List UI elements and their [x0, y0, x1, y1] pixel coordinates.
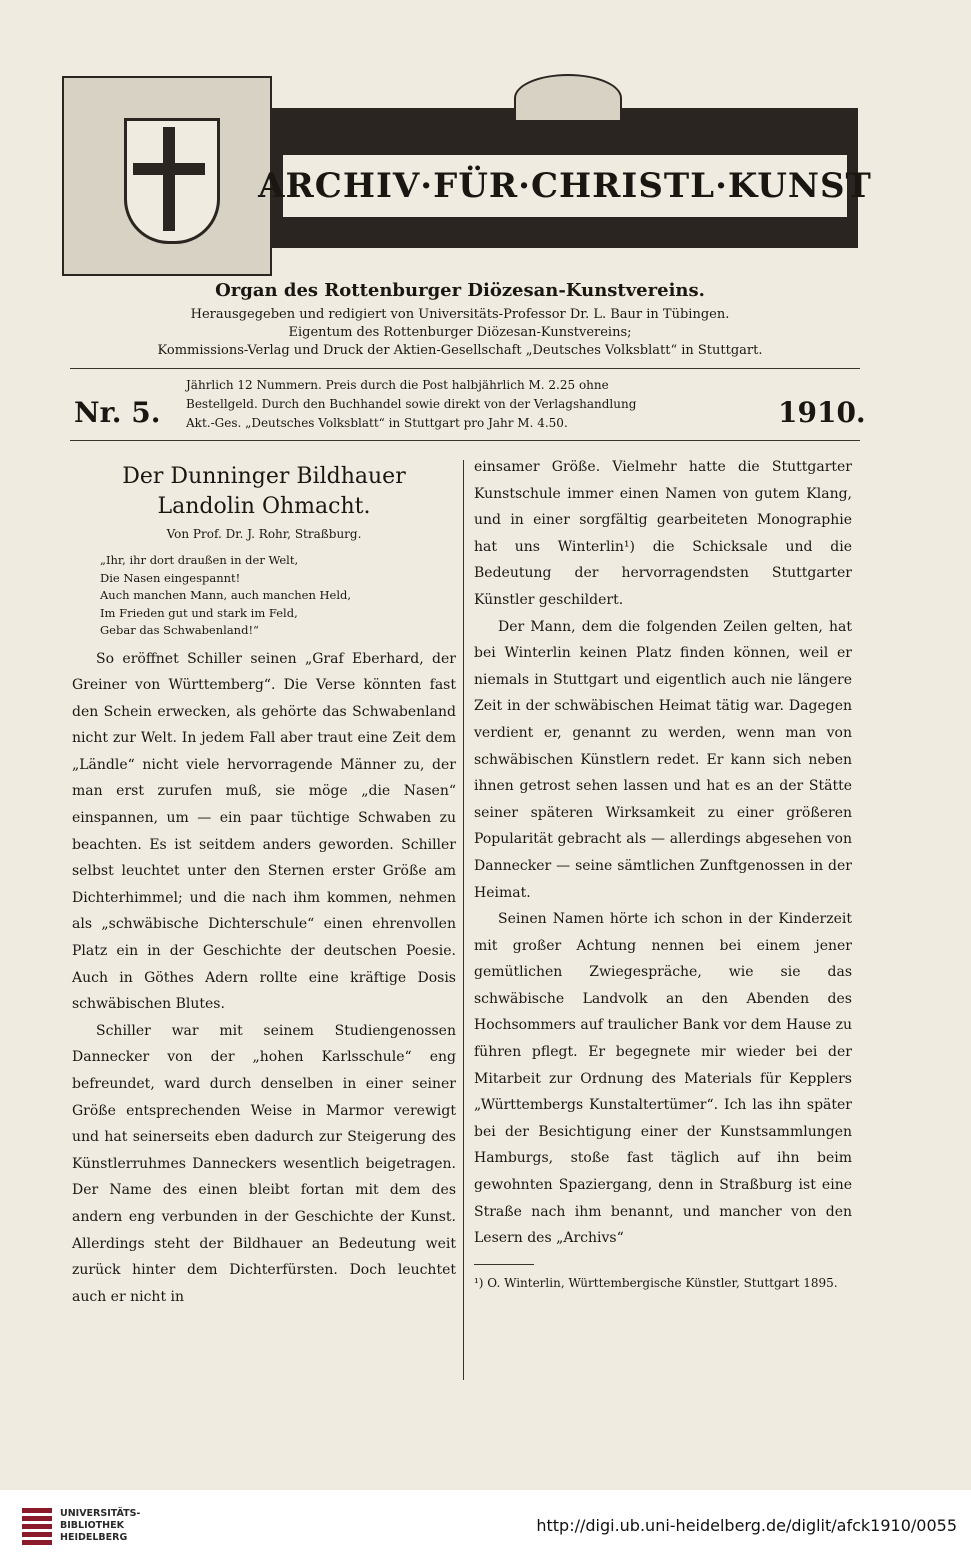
- column-divider: [463, 460, 464, 1380]
- digitization-url-link[interactable]: http://digi.ub.uni-heidelberg.de/diglit/afck1910/0055: [536, 1516, 957, 1535]
- article-title-line: Landolin Ohmacht.: [157, 494, 371, 519]
- footnote: ¹) O. Winterlin, Württembergische Künstler, Stuttgart 1895.: [474, 1275, 838, 1290]
- paragraph: einsamer Größe. Vielmehr hatte die Stuttgarter Kunstschule immer einen Namen von gutem Klang, und in einer sorgfältig gearbeiteten Monographie hat uns Winterlin¹) die Schicksale und die Bedeutung der hervorragendsten Stuttgarter Künstler geschildert.: [474, 459, 852, 608]
- paragraph: Schiller war mit seinem Studiengenossen Dannecker von der „hohen Karlsschule“ eng befreundet, ward durch denselben in einer seiner Größe entsprechenden Weise in Marmor verewigt und hat seinerseits eben dadurch zur Steigerung des Künstlerruhmes Danneckers wesentlich beigetragen. Der Name des einen bleibt fortan mit dem des andern eng verbunden in der Geschichte der Kunst. Allerdings steht der Bildhauer an Bedeutung weit zurück hinter dem Dichterfürsten. Doch leuchtet auch er nicht in: [72, 1022, 456, 1305]
- subscription-line: Bestellgeld. Durch den Buchhandel sowie direkt von der Verlagshandlung: [186, 397, 637, 411]
- column-right: [474, 454, 852, 1293]
- paragraph: So eröffnet Schiller seinen „Graf Eberhard, der Greiner von Württemberg“. Die Verse könnten fast den Schein erwecken, als gehörte das Schwabenland nicht zur Welt. In jedem Fall aber traut eine Zeit dem „Ländle“ nicht viele hervorragende Männer zu, der man erst zurufen muß, sie möge „die Nasen“ einspannen, um — ein paar tüchtige Schwaben zu beachten. Es ist seitdem anders geworden. Schiller selbst leuchtet unter den Sternen erster Größe am Dichterhimmel; und die nach ihm kommen, nehmen als „schwäbische Dichterschule“ einen ehrenvollen Platz ein in der Geschichte der deutschen Poesie. Auch in Göthes Adern rollte eine kräftige Dosis schwäbischen Blutes.: [72, 650, 456, 1013]
- article-byline: Von Prof. Dr. J. Rohr, Straßburg.: [166, 527, 362, 541]
- poem-line: Im Frieden gut und stark im Feld,: [100, 605, 298, 620]
- institution-line: HEIDELBERG: [60, 1532, 128, 1543]
- publisher-line: Kommissions-Verlag und Druck der Aktien-Gesellschaft „Deutsches Volksblatt“ in Stuttgart.: [157, 343, 763, 358]
- university-library-logo-icon: [22, 1508, 52, 1548]
- issue-number: Nr. 5.: [74, 396, 161, 429]
- institution-name: [60, 1508, 140, 1544]
- issue-year: 1910.: [778, 396, 866, 429]
- subscription-line: Akt.-Ges. „Deutsches Volksblatt“ in Stuttgart pro Jahr M. 4.50.: [186, 416, 568, 430]
- header-rule-bottom: [70, 440, 860, 441]
- owner-line: Eigentum des Rottenburger Diözesan-Kunstvereins;: [288, 325, 632, 340]
- footnote-rule: [474, 1264, 534, 1265]
- subscription-line: Jährlich 12 Nummern. Preis durch die Post halbjährlich M. 2.25 ohne: [186, 378, 609, 392]
- chi-rho-emblem-icon: [514, 74, 622, 122]
- library-footer: [0, 1490, 971, 1564]
- institution-line: UNIVERSITÄTS-: [60, 1508, 141, 1519]
- poem-line: Auch manchen Mann, auch manchen Held,: [100, 588, 352, 602]
- paragraph: Der Mann, dem die folgenden Zeilen gelten, hat bei Winterlin keinen Platz finden können, weil er niemals in Stuttgart und eigentlich auch nie längere Zeit in der schwäbischen Heimat tätig war. Dagegen verdient er, genannt zu werden, wenn man von schwäbischen Künstlern redet. Er kann sich neben ihnen getrost sehen lassen und hat es an der Stätte seiner späteren Wirksamkeit zu einer größeren Popularität gebracht als — allerdings abgesehen von Dannecker — seine sämtlichen Zunftgenossen in der Heimat.: [474, 618, 852, 901]
- subscription-info: [186, 376, 766, 433]
- column-left: [72, 462, 456, 1310]
- masthead-banner: [258, 108, 872, 248]
- poem-line: Gebar das Schwabenland!“: [100, 623, 259, 637]
- cross-shield-icon: [124, 118, 220, 244]
- header-rule-top: [70, 368, 860, 369]
- article-title: [72, 462, 456, 522]
- masthead-title: ARCHIV·FÜR·CHRISTL·KUNST: [258, 166, 872, 206]
- poem-line: „Ihr, ihr dort draußen in der Welt,: [100, 553, 299, 567]
- masthead: [62, 76, 872, 276]
- poem-line: Die Nasen eingespannt!: [100, 570, 241, 585]
- article-title-line: Der Dunninger Bildhauer: [122, 464, 406, 489]
- editor-line: Herausgegeben und redigiert von Universitäts-Professor Dr. L. Baur in Tübingen.: [190, 307, 730, 322]
- organ-line: Organ des Rottenburger Diözesan-Kunstvereins.: [215, 280, 705, 301]
- paragraph: Seinen Namen hörte ich schon in der Kinderzeit mit großer Achtung nennen bei einem jener gemütlichen Zwiegespräche, wie sie das schwäbische Landvolk an den Abenden des Hochsommers auf traulicher Bank vor dem Hause zu führen pflegt. Er begegnete mir wieder bei der Mitarbeit zur Ordnung des Materials für Kepplers „Württembergs Kunstaltertümer“. Ich las ihn später bei der Besichtigung einer der Kunstsammlungen Hamburgs, stoße fast täglich auf ihn beim gewohnten Spaziergang, denn in Straßburg ist eine Straße nach ihm benannt, und mancher von den Lesern des „Archivs“: [474, 911, 852, 1247]
- coat-of-arms-emblem: [62, 76, 272, 276]
- poem-quote: [100, 552, 456, 640]
- institution-line: BIBLIOTHEK: [60, 1520, 124, 1531]
